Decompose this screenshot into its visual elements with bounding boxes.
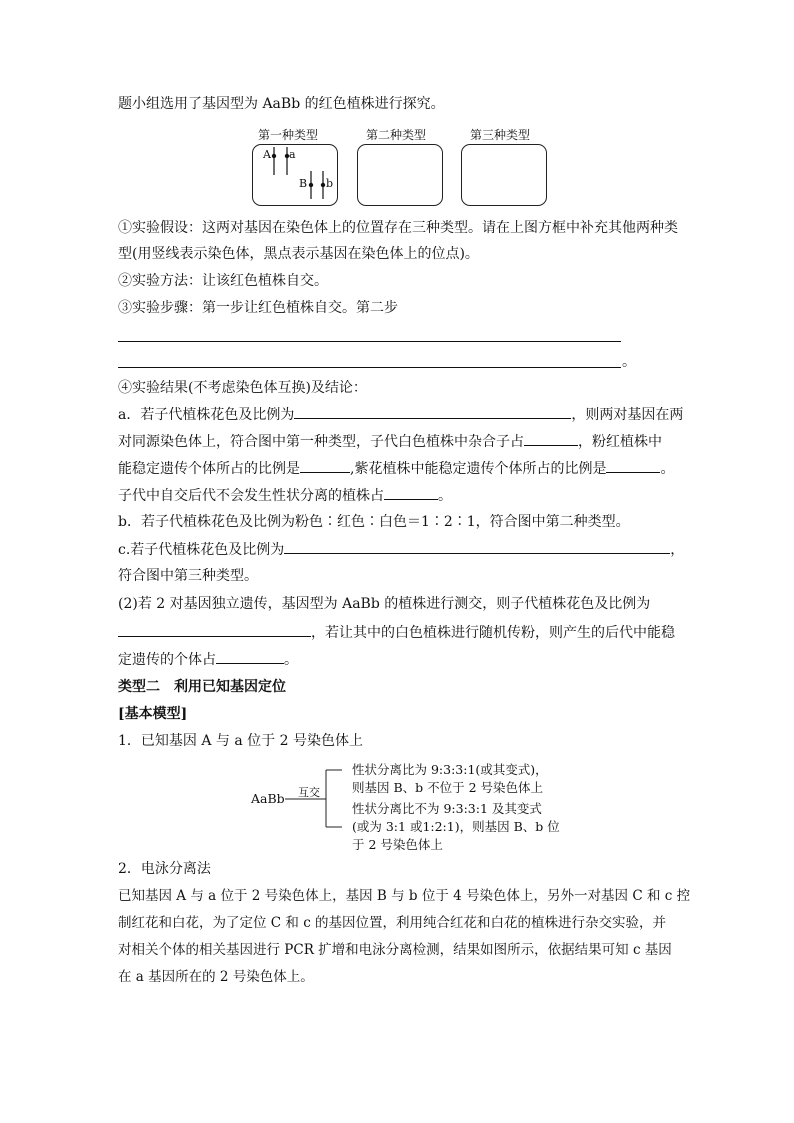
cross-bracket <box>280 760 350 830</box>
electro-para-line-2: 制红花和白花，为了定位 C 和 c 的基因位置，利用纯合红花和白花的植株进行杂交实验，并 <box>118 915 667 931</box>
blank-q2-stable[interactable] <box>216 649 284 664</box>
electro-para-line-3: 对相关个体的相关基因进行 PCR 扩增和电泳分离检测，结果如图所示，依据结果可知 c 基因 <box>118 942 672 958</box>
branch-2-line-3: 于 2 号染色体上 <box>352 837 443 852</box>
branch-2-line-1: 性状分离比不为 9:3:3:1 及其变式 <box>352 801 542 816</box>
cross-genotype: AaBb <box>251 791 285 806</box>
section-title: 类型二 利用已知基因定位 <box>118 679 286 695</box>
result-b-text: b．若子代植株花色及比例为粉色∶红色∶白色＝1∶2∶1，符合图中第二种类型。 <box>118 514 630 530</box>
electro-para-line-1: 已知基因 A 与 a 位于 2 号染色体上，基因 B 与 b 位于 4 号染色体上，另外一对基因 C 和 c 控 <box>118 888 691 904</box>
branch-1-line-1: 性状分离比为 9:3:3:1(或其变式)， <box>352 762 548 777</box>
answer-line-step-2[interactable] <box>118 367 621 368</box>
electro-heading: 2．电泳分离法 <box>118 861 211 877</box>
result-a-text-7: 。 <box>660 461 675 477</box>
blank-a-purple-stable[interactable] <box>606 458 660 473</box>
result-a-text-6: ,紫花植株中能稳定遗传个体所占的比例是 <box>350 461 607 477</box>
gene-label-a: a <box>289 148 296 161</box>
result-a-line-2 <box>118 431 662 452</box>
result-a-text-9: 。 <box>438 488 452 504</box>
q2-line-2 <box>118 622 675 643</box>
q2-text-3b: 。 <box>284 652 298 668</box>
branch-2-line-2: (或为 3:1 或1:2:1)，则基因 B、b 位 <box>352 819 560 834</box>
cross-action: 互交 <box>298 786 320 799</box>
result-a-text-2: ，则两对基因在两 <box>571 407 684 423</box>
gene-label-A: A <box>263 148 271 161</box>
electro-para-line-4: 在 a 基因所在的 2 号染色体上。 <box>118 969 314 985</box>
caption-type-2: 第二种类型 <box>366 128 427 142</box>
gene-label-b: b <box>326 177 334 190</box>
answer-line-step-1[interactable] <box>118 341 621 342</box>
type-3-box[interactable] <box>461 144 547 206</box>
result-a-line-4 <box>118 485 452 506</box>
branch-1-line-2: 则基因 B、b 不位于 2 号染色体上 <box>352 780 544 795</box>
blank-a-ratio[interactable] <box>294 404 571 419</box>
blank-q2-ratio[interactable] <box>118 622 311 637</box>
q2-line-3 <box>118 649 298 670</box>
result-a-text-5: 能稳定遗传个体所占的比例是 <box>118 461 300 477</box>
steps-text: ③实验步骤：第一步让红色植株自交。第二步 <box>118 300 398 316</box>
result-c-line-1 <box>118 539 684 560</box>
q2-line-1: (2)若 2 对基因独立遗传，基因型为 AaBb 的植株进行测交，则子代植株花色及比例为 <box>118 596 651 612</box>
gene-label-B: B <box>299 177 308 190</box>
hypothesis-line-1: ①实验假设：这两对基因在染色体上的位置存在三种类型。请在上图方框中补充其他两种类 <box>118 220 678 236</box>
intro-text: 题小组选用了基因型为 AaBb 的红色植株进行探究。 <box>118 96 445 112</box>
q2-text-3a: 定遗传的个体占 <box>118 652 216 668</box>
q2-text-2: ，若让其中的白色植株进行随机传粉，则产生的后代中能稳 <box>311 625 675 641</box>
blank-a-heterozygote[interactable] <box>524 431 578 446</box>
caption-type-3: 第三种类型 <box>470 128 531 142</box>
blank-a-no-segregation[interactable] <box>384 485 438 500</box>
hypothesis-line-2: 型(用竖线表示染色体，黑点表示基因在染色体上的位点)。 <box>118 246 479 262</box>
blank-a-pink-stable[interactable] <box>300 458 350 473</box>
result-a-text-8: 子代中自交后代不会发生性状分离的植株占 <box>118 488 384 504</box>
type-2-box[interactable] <box>357 144 443 206</box>
results-heading: ④实验结果(不考虑染色体互换)及结论： <box>118 380 367 396</box>
caption-type-1: 第一种类型 <box>258 128 319 142</box>
method-text: ②实验方法：让该红色植株自交。 <box>118 273 328 289</box>
result-a-text-1: a．若子代植株花色及比例为 <box>118 407 295 423</box>
result-c-text-2: ， <box>670 542 685 558</box>
result-a-line-3 <box>118 458 674 479</box>
type-1-box <box>252 144 338 206</box>
blank-c-ratio[interactable] <box>284 539 670 554</box>
result-c-text-1: c.若子代植株花色及比例为 <box>118 542 285 558</box>
basic-model-heading: [基本模型] <box>118 706 188 722</box>
item-1-heading: 1．已知基因 A 与 a 位于 2 号染色体上 <box>118 733 363 749</box>
result-a-text-3: 对同源染色体上，符合图中第一种类型，子代白色植株中杂合子占 <box>118 434 524 450</box>
result-a-line-1 <box>118 404 683 425</box>
steps-end-mark: 。 <box>622 354 636 370</box>
result-c-text-3: 符合图中第三种类型。 <box>118 568 258 584</box>
result-a-text-4: ，粉红植株中 <box>578 434 662 450</box>
